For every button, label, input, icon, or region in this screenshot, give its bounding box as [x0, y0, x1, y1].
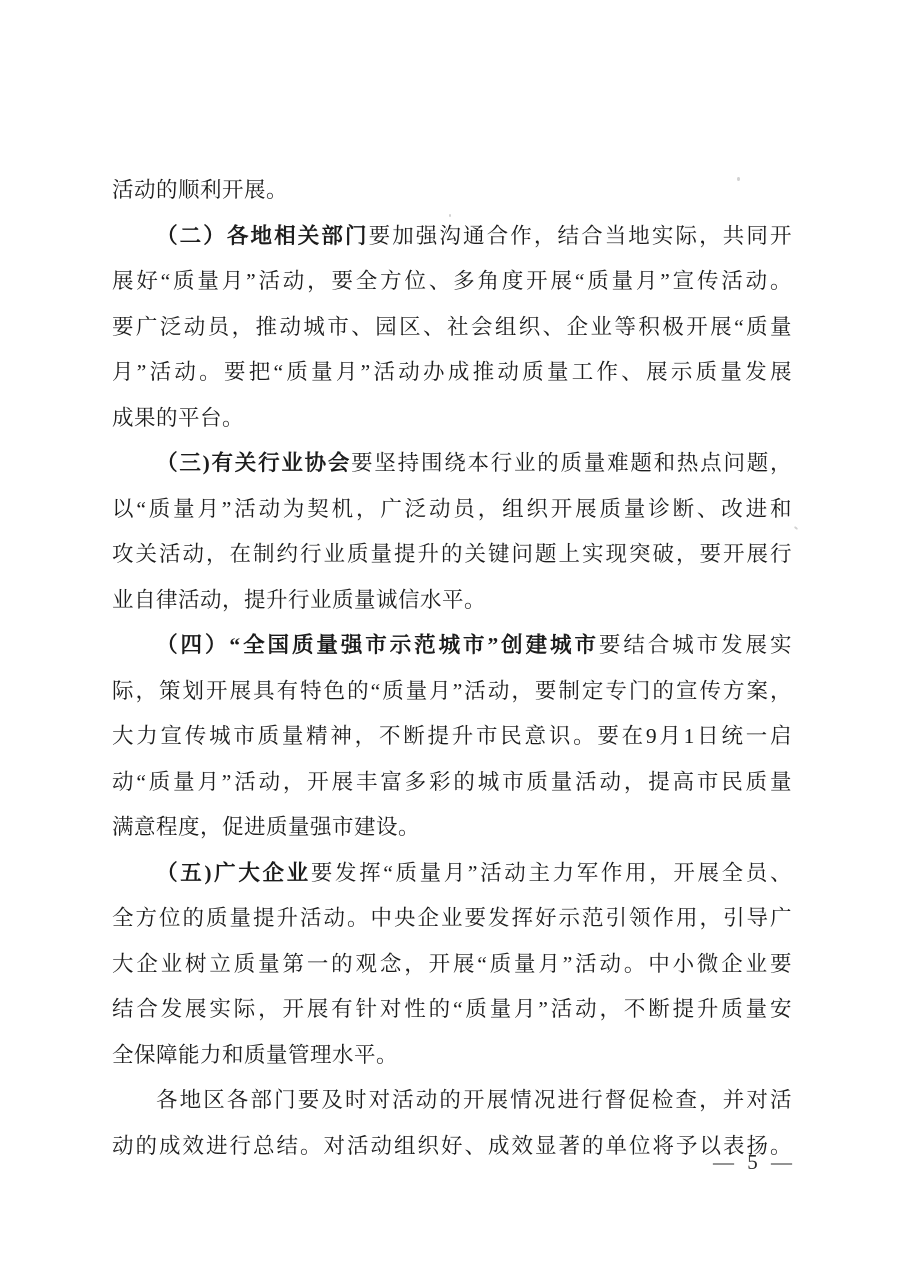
body-text: 动的成效进行总结。对活动组织好、成效显著的单位将予以表扬。	[112, 1133, 792, 1158]
body-text: 结合发展实际，开展有针对性的“质量月”活动，不断提升质量安	[112, 997, 792, 1021]
body-text: 动“质量月”活动，开展丰富多彩的城市质量活动，提高市民质量	[112, 769, 792, 794]
text-line	[112, 669, 792, 715]
text-line	[112, 168, 792, 214]
body-text: 全方位的质量提升活动。中央企业要发挥好示范引领作用，引导广	[112, 906, 792, 930]
scan-speckle	[794, 526, 798, 530]
text-line	[112, 987, 792, 1033]
text-line	[112, 1078, 792, 1124]
text-line	[112, 532, 792, 578]
text-line	[112, 714, 792, 760]
emphasis-text: （三)有关行业协会	[156, 451, 352, 475]
body-text: 要结合城市发展实	[598, 633, 792, 657]
text-line	[112, 350, 792, 396]
body-text: 要坚持围绕本行业的质量难题和热点问题，	[351, 451, 792, 475]
emphasis-text: （五)广大企业	[156, 860, 311, 885]
text-block	[112, 168, 792, 1169]
body-text: 月”活动。要把“质量月”活动办成推动质量工作、展示质量发展	[112, 360, 792, 384]
text-line	[112, 305, 792, 351]
page-number: — 5 —	[713, 1150, 796, 1174]
scan-speckle	[449, 214, 451, 217]
body-text: 攻关活动，在制约行业质量提升的关键问题上实现突破，要开展行	[112, 542, 792, 566]
body-text: 要发挥“质量月”活动主力军作用，开展全员、	[310, 860, 792, 885]
text-line	[112, 214, 792, 260]
body-text: 际，策划开展具有特色的“质量月”活动，要制定专门的宣传方案，	[112, 678, 792, 703]
text-line	[112, 805, 792, 851]
text-line	[112, 760, 792, 806]
body-text: 各地区各部门要及时对活动的开展情况进行督促检查，并对活	[156, 1088, 792, 1112]
body-text: 全保障能力和质量管理水平。	[112, 1042, 399, 1067]
body-text: 以“质量月”活动为契机，广泛动员，组织开展质量诊断、改进和	[112, 496, 792, 521]
text-line	[112, 1124, 792, 1170]
body-text: 要加强沟通合作，结合当地实际，共同开	[368, 223, 792, 248]
body-text: 大力宣传城市质量精神，不断提升市民意识。要在9月1日统一启	[112, 724, 792, 748]
text-line	[112, 487, 792, 533]
emphasis-text: （四）“全国质量强市示范城市”创建城市	[156, 633, 599, 657]
body-text: 成果的平台。	[112, 405, 245, 430]
emphasis-text: （二）各地相关部门	[156, 223, 369, 248]
text-line	[112, 623, 792, 669]
text-line	[112, 896, 792, 942]
text-line	[112, 942, 792, 988]
body-text: 大企业树立质量第一的观念，开展“质量月”活动。中小微企业要	[112, 951, 792, 976]
text-line	[112, 1033, 792, 1079]
body-text: 展好“质量月”活动，要全方位、多角度开展“质量月”宣传活动。	[112, 269, 792, 293]
scan-speckle	[737, 177, 740, 181]
body-text: 活动的顺利开展。	[112, 178, 289, 202]
text-line	[112, 396, 792, 442]
body-text: 业自律活动，提升行业质量诚信水平。	[112, 587, 487, 612]
body-text: 要广泛动员，推动城市、园区、社会组织、企业等积极开展“质量	[112, 314, 792, 339]
text-line	[112, 578, 792, 624]
text-line	[112, 851, 792, 897]
text-line	[112, 441, 792, 487]
text-line	[112, 259, 792, 305]
body-text: 满意程度，促进质量强市建设。	[112, 815, 421, 839]
